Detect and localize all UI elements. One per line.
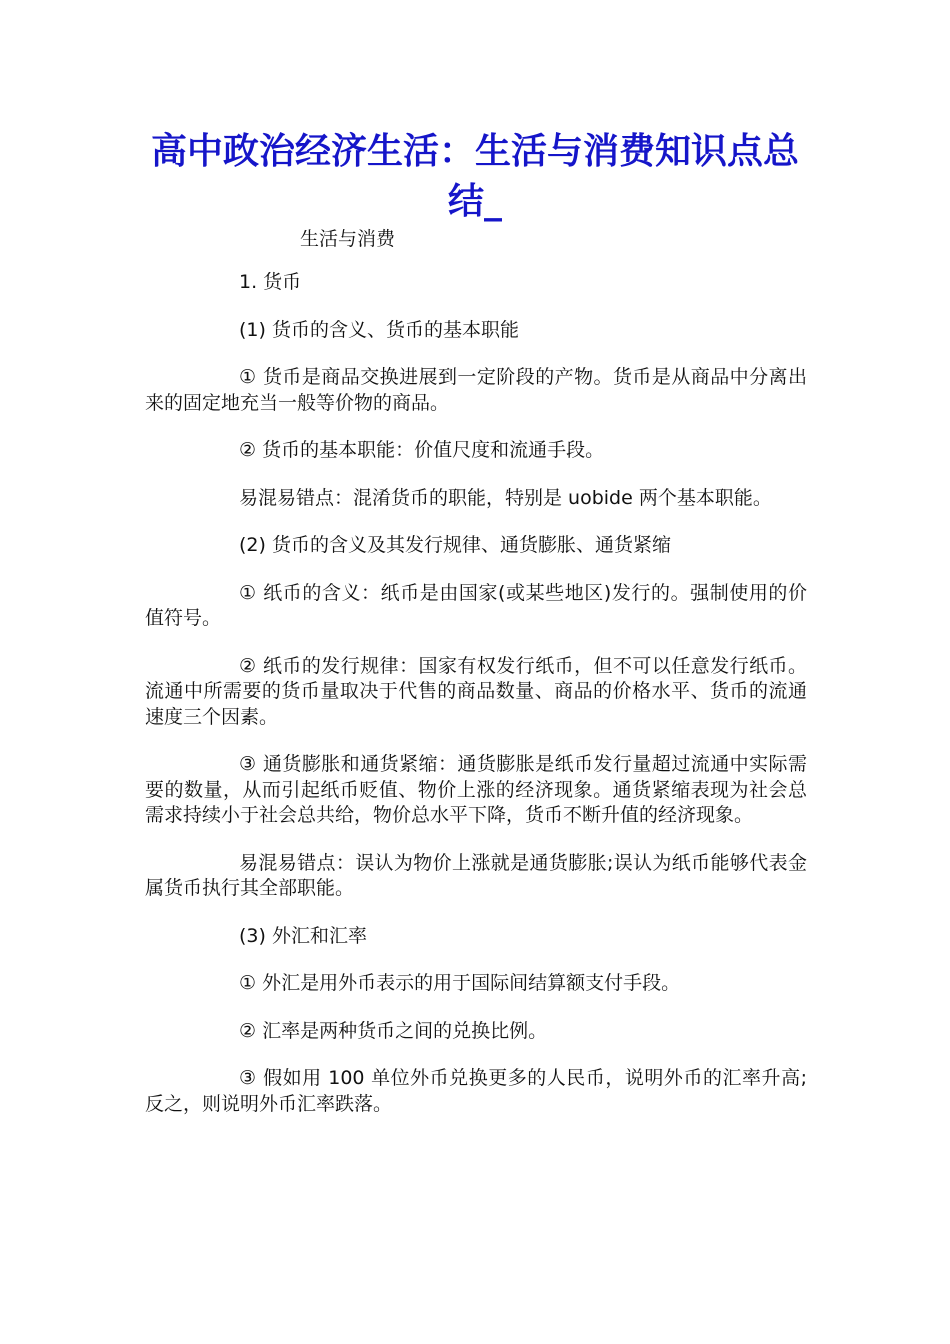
paragraph: ① 纸币的含义：纸币是由国家(或某些地区)发行的。强制使用的价值符号。 bbox=[145, 581, 807, 629]
paragraph: 易混易错点：误认为物价上涨就是通货膨胀;误认为纸币能够代表金属货币执行其全部职能。 bbox=[145, 851, 807, 899]
document-body bbox=[145, 270, 807, 1139]
paragraph: (1) 货币的含义、货币的基本职能 bbox=[239, 318, 519, 341]
document-title: 高中政治经济生活：生活与消费知识点总结_ bbox=[150, 130, 799, 222]
paragraph: ③ 假如用 100 单位外币兑换更多的人民币，说明外币的汇率升高;反之，则说明外币汇率跌落。 bbox=[145, 1067, 807, 1115]
paragraph: (3) 外汇和汇率 bbox=[239, 924, 367, 947]
paragraph: (2) 货币的含义及其发行规律、通货膨胀、通货紧缩 bbox=[239, 534, 671, 556]
paragraph: ① 货币是商品交换进展到一定阶段的产物。货币是从商品中分离出来的固定地充当一般等价物的商品。 bbox=[145, 366, 807, 414]
paragraph: ③ 通货膨胀和通货紧缩：通货膨胀是纸币发行量超过流通中实际需要的数量，从而引起纸币贬值、物价上涨的经济现象。通货紧缩表现为社会总需求持续小于社会总共给，物价总水平下降，货币不断升值的经济现象。 bbox=[145, 753, 807, 826]
document-subtitle: 生活与消费 bbox=[300, 228, 396, 250]
paragraph: 1. 货币 bbox=[239, 271, 302, 293]
paragraph: 易混易错点：混淆货币的职能，特别是 uobide 两个基本职能。 bbox=[239, 486, 772, 509]
paragraph: ② 货币的基本职能：价值尺度和流通手段。 bbox=[239, 439, 605, 461]
paragraph: ① 外汇是用外币表示的用于国际间结算额支付手段。 bbox=[239, 972, 681, 994]
paragraph: ② 汇率是两种货币之间的兑换比例。 bbox=[239, 1019, 548, 1042]
paragraph: ② 纸币的发行规律：国家有权发行纸币，但不可以任意发行纸币。流通中所需要的货币量取决于代售的商品数量、商品的价格水平、货币的流通速度三个因素。 bbox=[145, 654, 807, 728]
